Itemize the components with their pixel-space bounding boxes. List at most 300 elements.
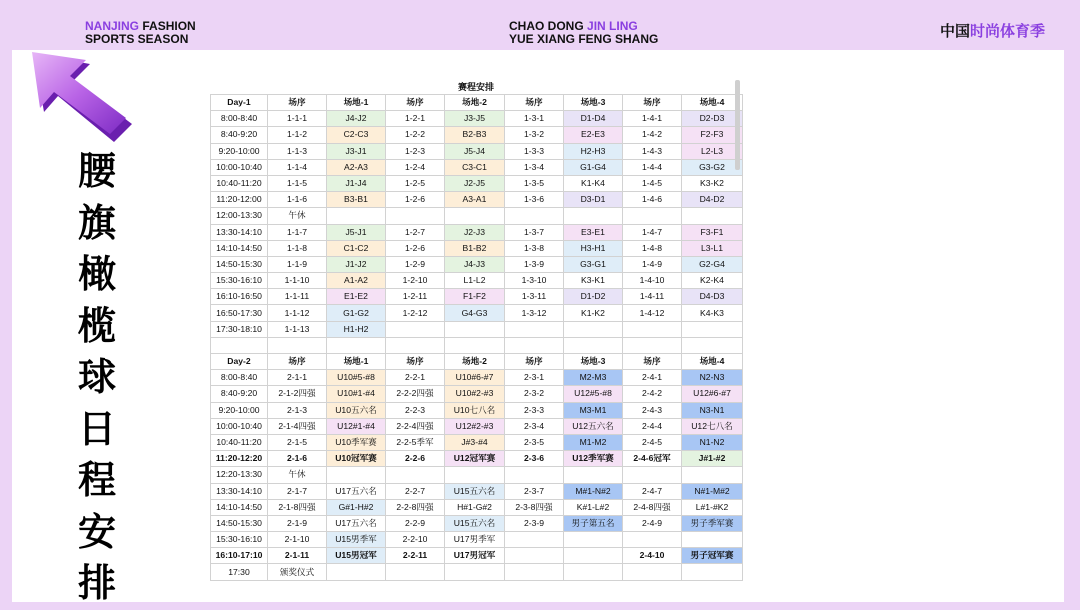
brand-center-word: CHAO DONG bbox=[509, 19, 584, 33]
table-cell: U17男季军 bbox=[445, 532, 505, 548]
table-cell bbox=[505, 337, 564, 353]
table-cell: 2-4-3 bbox=[623, 402, 682, 418]
table-row bbox=[211, 451, 743, 467]
table-cell: K1-K2 bbox=[564, 305, 623, 321]
table-cell: J1-J2 bbox=[327, 256, 386, 272]
table-cell: 2-1-6 bbox=[268, 451, 327, 467]
day2-header-row bbox=[211, 354, 743, 370]
table-cell bbox=[505, 467, 564, 483]
table-row bbox=[211, 208, 743, 224]
table-cell bbox=[505, 532, 564, 548]
table-cell: 1-4-11 bbox=[623, 289, 682, 305]
table-cell: U17五六名 bbox=[327, 515, 386, 531]
table-cell bbox=[327, 564, 386, 580]
table-cell: 2-2-4四强 bbox=[386, 418, 445, 434]
table-cell: E2-E3 bbox=[564, 127, 623, 143]
table-cell: 2-3-6 bbox=[505, 451, 564, 467]
table-cell: K3-K1 bbox=[564, 273, 623, 289]
vertical-title-char: 腰 bbox=[77, 149, 116, 193]
table-cell: 8:40-9:20 bbox=[211, 386, 268, 402]
table-cell: 2-2-5季军 bbox=[386, 434, 445, 450]
table-cell bbox=[682, 321, 743, 337]
table-cell bbox=[564, 467, 623, 483]
schedule-table bbox=[210, 94, 743, 581]
table-cell: 1-2-7 bbox=[386, 224, 445, 240]
table-cell: 2-4-2 bbox=[623, 386, 682, 402]
table-cell bbox=[505, 564, 564, 580]
table-cell: 8:00-8:40 bbox=[211, 370, 268, 386]
table-cell: 2-1-3 bbox=[268, 402, 327, 418]
table-cell: 17:30 bbox=[211, 564, 268, 580]
table-cell: 1-1-2 bbox=[268, 127, 327, 143]
brand-right-highlight: 时尚体育季 bbox=[970, 23, 1046, 40]
table-cell: 2-4-9 bbox=[623, 515, 682, 531]
table-cell: 11:20-12:20 bbox=[211, 451, 268, 467]
table-cell: C3-C1 bbox=[445, 159, 505, 175]
table-cell: U10#6-#7 bbox=[445, 370, 505, 386]
table-cell: G1-G2 bbox=[327, 305, 386, 321]
header-cell: 场地-1 bbox=[327, 95, 386, 111]
table-cell: U10季军赛 bbox=[327, 434, 386, 450]
table-cell: 14:10-14:50 bbox=[211, 499, 268, 515]
table-cell: 16:50-17:30 bbox=[211, 305, 268, 321]
table-cell: 1-2-3 bbox=[386, 143, 445, 159]
table-cell: 2-4-8四强 bbox=[623, 499, 682, 515]
table-row bbox=[211, 564, 743, 580]
table-cell: U17男冠军 bbox=[445, 548, 505, 564]
table-cell bbox=[505, 321, 564, 337]
table-row bbox=[211, 289, 743, 305]
table-cell bbox=[564, 321, 623, 337]
table-cell: M3-M1 bbox=[564, 402, 623, 418]
vertical-title-char: 日 bbox=[77, 406, 116, 451]
table-cell: 1-2-9 bbox=[386, 256, 445, 272]
table-cell: U12冠军赛 bbox=[445, 451, 505, 467]
table-cell: 1-4-12 bbox=[623, 305, 682, 321]
table-cell: U12#2-#3 bbox=[445, 418, 505, 434]
table-cell bbox=[327, 467, 386, 483]
table-cell: 2-3-3 bbox=[505, 402, 564, 418]
table-cell: 2-1-2四强 bbox=[268, 386, 327, 402]
table-row bbox=[211, 483, 743, 499]
table-cell: E3-E1 bbox=[564, 224, 623, 240]
table-row bbox=[211, 499, 743, 515]
table-cell: K4-K3 bbox=[682, 305, 743, 321]
table-cell: 午休 bbox=[268, 467, 327, 483]
header-cell: 场序 bbox=[505, 354, 564, 370]
table-cell: 2-2-2四强 bbox=[386, 386, 445, 402]
table-cell: G4-G3 bbox=[445, 305, 505, 321]
table-cell bbox=[211, 337, 268, 353]
table-cell: 1-1-8 bbox=[268, 240, 327, 256]
table-cell: 2-1-11 bbox=[268, 548, 327, 564]
table-cell: 2-4-5 bbox=[623, 434, 682, 450]
table-cell: 16:10-16:50 bbox=[211, 289, 268, 305]
table-cell: 2-2-6 bbox=[386, 451, 445, 467]
table-cell: H#1-G#2 bbox=[445, 499, 505, 515]
table-cell: 2-4-6冠军 bbox=[623, 451, 682, 467]
table-row bbox=[211, 111, 743, 127]
table-row bbox=[211, 127, 743, 143]
table-cell: 1-1-5 bbox=[268, 175, 327, 191]
table-cell: U12#1-#4 bbox=[327, 418, 386, 434]
header-cell: 场地-4 bbox=[682, 95, 743, 111]
table-cell bbox=[268, 337, 327, 353]
brand-center bbox=[509, 20, 658, 46]
table-cell: G2-G4 bbox=[682, 256, 743, 272]
table-cell bbox=[564, 548, 623, 564]
brand-left-word: FASHION bbox=[142, 19, 196, 33]
brand-center-line2: YUE XIANG FENG SHANG bbox=[509, 32, 659, 46]
table-cell: 8:00-8:40 bbox=[211, 111, 268, 127]
table-cell: D4-D3 bbox=[682, 289, 743, 305]
header-cell: 场序 bbox=[505, 95, 564, 111]
table-cell: 2-4-4 bbox=[623, 418, 682, 434]
table-cell bbox=[386, 564, 445, 580]
table-row bbox=[211, 273, 743, 289]
table-cell bbox=[505, 208, 564, 224]
table-cell: 男子季军赛 bbox=[682, 515, 743, 531]
spacer-row bbox=[211, 337, 743, 353]
table-cell: H2-H3 bbox=[564, 143, 623, 159]
table-cell bbox=[682, 208, 743, 224]
table-cell bbox=[386, 208, 445, 224]
table-cell: 1-1-6 bbox=[268, 192, 327, 208]
table-cell: 10:40-11:20 bbox=[211, 434, 268, 450]
header-cell: 场序 bbox=[623, 95, 682, 111]
table-cell: 1-2-11 bbox=[386, 289, 445, 305]
table-cell: 10:40-11:20 bbox=[211, 175, 268, 191]
table-cell: 1-2-10 bbox=[386, 273, 445, 289]
table-cell: 1-1-11 bbox=[268, 289, 327, 305]
table-cell: J4-J2 bbox=[327, 111, 386, 127]
header-cell: 场序 bbox=[386, 354, 445, 370]
table-cell: U12七八名 bbox=[682, 418, 743, 434]
table-cell: 1-4-8 bbox=[623, 240, 682, 256]
table-cell: B1-B2 bbox=[445, 240, 505, 256]
table-cell: G1-G4 bbox=[564, 159, 623, 175]
table-cell: E1-E2 bbox=[327, 289, 386, 305]
table-cell: J#1-#2 bbox=[682, 451, 743, 467]
brand-center-highlight: JIN LING bbox=[587, 19, 638, 33]
table-cell: 9:20-10:00 bbox=[211, 143, 268, 159]
header-cell: Day-2 bbox=[211, 354, 268, 370]
table-cell bbox=[623, 532, 682, 548]
table-cell bbox=[505, 548, 564, 564]
table-cell: G#1-H#2 bbox=[327, 499, 386, 515]
table-cell: B3-B1 bbox=[327, 192, 386, 208]
table-row bbox=[211, 402, 743, 418]
table-cell: 2-3-4 bbox=[505, 418, 564, 434]
table-cell: 1-1-1 bbox=[268, 111, 327, 127]
table-cell: 2-3-9 bbox=[505, 515, 564, 531]
table-cell: D4-D2 bbox=[682, 192, 743, 208]
header-cell: 场地-1 bbox=[327, 354, 386, 370]
table-cell: F2-F3 bbox=[682, 127, 743, 143]
table-cell: 2-4-7 bbox=[623, 483, 682, 499]
table-cell: U10#5-#8 bbox=[327, 370, 386, 386]
table-row bbox=[211, 386, 743, 402]
table-cell: 男子第五名 bbox=[564, 515, 623, 531]
table-cell bbox=[682, 467, 743, 483]
brand-left-highlight: NANJING bbox=[85, 19, 140, 33]
table-cell: 13:30-14:10 bbox=[211, 483, 268, 499]
table-cell bbox=[564, 208, 623, 224]
vertical-title-char: 程 bbox=[77, 458, 116, 502]
table-cell: U12#6-#7 bbox=[682, 386, 743, 402]
table-cell bbox=[623, 564, 682, 580]
table-cell: B2-B3 bbox=[445, 127, 505, 143]
table-cell: 8:40-9:20 bbox=[211, 127, 268, 143]
table-cell: 1-2-1 bbox=[386, 111, 445, 127]
table-cell: 1-1-9 bbox=[268, 256, 327, 272]
table-cell: H3-H1 bbox=[564, 240, 623, 256]
brand-left bbox=[85, 20, 196, 46]
table-cell: 2-2-3 bbox=[386, 402, 445, 418]
table-cell: 10:00-10:40 bbox=[211, 418, 268, 434]
table-cell: K1-K4 bbox=[564, 175, 623, 191]
table-cell: 1-1-12 bbox=[268, 305, 327, 321]
table-cell: U15男冠军 bbox=[327, 548, 386, 564]
table-cell: 1-1-13 bbox=[268, 321, 327, 337]
header-cell: 场地-2 bbox=[445, 354, 505, 370]
table-cell: 1-4-4 bbox=[623, 159, 682, 175]
header-cell: 场地-2 bbox=[445, 95, 505, 111]
table-cell: A1-A2 bbox=[327, 273, 386, 289]
table-cell: K2-K4 bbox=[682, 273, 743, 289]
table-cell: J#3-#4 bbox=[445, 434, 505, 450]
header-cell: 场地-4 bbox=[682, 354, 743, 370]
vertical-title-char: 排 bbox=[77, 561, 116, 605]
table-cell: 1-3-7 bbox=[505, 224, 564, 240]
sheet-scrollbar[interactable] bbox=[735, 80, 740, 170]
table-cell: U15五六名 bbox=[445, 483, 505, 499]
table-cell: U15五六名 bbox=[445, 515, 505, 531]
table-cell bbox=[564, 532, 623, 548]
table-row bbox=[211, 240, 743, 256]
table-cell: 2-3-1 bbox=[505, 370, 564, 386]
table-cell: 1-2-6 bbox=[386, 240, 445, 256]
table-cell: 2-2-11 bbox=[386, 548, 445, 564]
header-cell: 场序 bbox=[623, 354, 682, 370]
table-cell: J3-J1 bbox=[327, 143, 386, 159]
table-cell: 1-4-9 bbox=[623, 256, 682, 272]
header-cell: 场地-3 bbox=[564, 95, 623, 111]
table-cell: 1-4-1 bbox=[623, 111, 682, 127]
table-cell: D1-D4 bbox=[564, 111, 623, 127]
table-cell: 1-4-3 bbox=[623, 143, 682, 159]
table-row bbox=[211, 224, 743, 240]
table-cell: 1-4-5 bbox=[623, 175, 682, 191]
table-cell: L2-L3 bbox=[682, 143, 743, 159]
table-cell: 2-1-5 bbox=[268, 434, 327, 450]
table-cell: G3-G1 bbox=[564, 256, 623, 272]
table-cell bbox=[445, 467, 505, 483]
table-cell: 14:10-14:50 bbox=[211, 240, 268, 256]
table-row bbox=[211, 515, 743, 531]
table-cell: N#1-M#2 bbox=[682, 483, 743, 499]
table-cell: 1-3-6 bbox=[505, 192, 564, 208]
table-row bbox=[211, 370, 743, 386]
table-cell: L#1-#K2 bbox=[682, 499, 743, 515]
table-cell: 2-1-4四强 bbox=[268, 418, 327, 434]
table-cell: 2-1-10 bbox=[268, 532, 327, 548]
table-cell: 1-3-10 bbox=[505, 273, 564, 289]
table-cell: U12季军赛 bbox=[564, 451, 623, 467]
table-cell: K#1-L#2 bbox=[564, 499, 623, 515]
table-row bbox=[211, 418, 743, 434]
table-cell: J3-J5 bbox=[445, 111, 505, 127]
brand-right-cn: 中国 bbox=[940, 23, 971, 40]
table-cell: M1-M2 bbox=[564, 434, 623, 450]
table-cell: 1-3-12 bbox=[505, 305, 564, 321]
table-cell: K3-K2 bbox=[682, 175, 743, 191]
table-cell: 2-3-7 bbox=[505, 483, 564, 499]
header-cell: 场地-3 bbox=[564, 354, 623, 370]
table-cell: J2-J5 bbox=[445, 175, 505, 191]
table-cell: G3-G2 bbox=[682, 159, 743, 175]
table-row bbox=[211, 175, 743, 191]
table-cell: 2-1-1 bbox=[268, 370, 327, 386]
table-cell bbox=[623, 208, 682, 224]
table-row bbox=[211, 434, 743, 450]
table-cell: 1-4-6 bbox=[623, 192, 682, 208]
table-cell: N2-N3 bbox=[682, 370, 743, 386]
table-cell: 颁奖仪式 bbox=[268, 564, 327, 580]
table-cell bbox=[327, 208, 386, 224]
table-cell: 2-1-7 bbox=[268, 483, 327, 499]
table-cell: L1-L2 bbox=[445, 273, 505, 289]
table-cell: C2-C3 bbox=[327, 127, 386, 143]
table-cell bbox=[564, 564, 623, 580]
vertical-title-char: 旗 bbox=[77, 200, 116, 245]
table-cell bbox=[327, 337, 386, 353]
table-cell: 1-3-2 bbox=[505, 127, 564, 143]
table-cell: U10冠军赛 bbox=[327, 451, 386, 467]
table-cell: N3-N1 bbox=[682, 402, 743, 418]
table-cell: 12:00-13:30 bbox=[211, 208, 268, 224]
table-cell: U10五六名 bbox=[327, 402, 386, 418]
table-cell: 2-1-8四强 bbox=[268, 499, 327, 515]
table-cell: A3-A1 bbox=[445, 192, 505, 208]
table-cell: U12#5-#8 bbox=[564, 386, 623, 402]
table-row bbox=[211, 321, 743, 337]
table-row bbox=[211, 143, 743, 159]
table-cell: 午休 bbox=[268, 208, 327, 224]
table-cell: 1-2-4 bbox=[386, 159, 445, 175]
table-cell: 2-4-10 bbox=[623, 548, 682, 564]
table-cell: 1-1-10 bbox=[268, 273, 327, 289]
table-cell: 14:50-15:30 bbox=[211, 256, 268, 272]
schedule-sheet bbox=[210, 80, 742, 581]
table-cell: 2-1-9 bbox=[268, 515, 327, 531]
table-cell: 1-3-9 bbox=[505, 256, 564, 272]
table-cell: 10:00-10:40 bbox=[211, 159, 268, 175]
table-row bbox=[211, 532, 743, 548]
brand-right bbox=[940, 25, 1045, 38]
table-cell: 2-2-10 bbox=[386, 532, 445, 548]
table-cell: H1-H2 bbox=[327, 321, 386, 337]
table-cell: 2-2-1 bbox=[386, 370, 445, 386]
table-cell: U10#2-#3 bbox=[445, 386, 505, 402]
table-cell bbox=[445, 208, 505, 224]
day1-header-row bbox=[211, 95, 743, 111]
table-cell: M#1-N#2 bbox=[564, 483, 623, 499]
cursor-arrow-icon bbox=[28, 50, 140, 150]
table-cell: 16:10-17:10 bbox=[211, 548, 268, 564]
brand-left-line2: SPORTS SEASON bbox=[85, 32, 189, 46]
table-cell: 2-4-1 bbox=[623, 370, 682, 386]
table-cell bbox=[623, 467, 682, 483]
table-cell bbox=[386, 321, 445, 337]
table-cell: U17五六名 bbox=[327, 483, 386, 499]
table-row bbox=[211, 159, 743, 175]
table-cell bbox=[682, 532, 743, 548]
table-cell: D1-D2 bbox=[564, 289, 623, 305]
vertical-title-char: 榄 bbox=[77, 303, 116, 348]
table-cell: 1-3-4 bbox=[505, 159, 564, 175]
table-cell: 1-1-4 bbox=[268, 159, 327, 175]
table-cell bbox=[445, 564, 505, 580]
table-cell: F3-F1 bbox=[682, 224, 743, 240]
table-cell: U12五六名 bbox=[564, 418, 623, 434]
vertical-title-char: 安 bbox=[77, 509, 116, 554]
table-cell bbox=[386, 467, 445, 483]
table-cell: 男子冠军赛 bbox=[682, 548, 743, 564]
vertical-title bbox=[62, 146, 132, 610]
table-cell: J5-J1 bbox=[327, 224, 386, 240]
table-row bbox=[211, 548, 743, 564]
table-cell: A2-A3 bbox=[327, 159, 386, 175]
table-cell: 15:30-16:10 bbox=[211, 532, 268, 548]
table-cell bbox=[445, 321, 505, 337]
table-cell: 2-3-8四强 bbox=[505, 499, 564, 515]
table-cell: 1-3-11 bbox=[505, 289, 564, 305]
table-cell: 1-1-3 bbox=[268, 143, 327, 159]
vertical-title-char: 球 bbox=[77, 355, 116, 399]
table-cell: F1-F2 bbox=[445, 289, 505, 305]
table-cell bbox=[623, 321, 682, 337]
table-cell: C1-C2 bbox=[327, 240, 386, 256]
table-cell: 1-3-1 bbox=[505, 111, 564, 127]
table-cell: 15:30-16:10 bbox=[211, 273, 268, 289]
table-cell: 1-2-12 bbox=[386, 305, 445, 321]
table-cell: 11:20-12:00 bbox=[211, 192, 268, 208]
table-cell bbox=[623, 337, 682, 353]
table-cell: J2-J3 bbox=[445, 224, 505, 240]
table-cell bbox=[445, 337, 505, 353]
table-cell: 2-3-5 bbox=[505, 434, 564, 450]
table-cell: 12:20-13:30 bbox=[211, 467, 268, 483]
table-cell: 9:20-10:00 bbox=[211, 402, 268, 418]
table-cell: J5-J4 bbox=[445, 143, 505, 159]
table-cell: 1-1-7 bbox=[268, 224, 327, 240]
table-row bbox=[211, 192, 743, 208]
table-cell: 2-3-2 bbox=[505, 386, 564, 402]
table-row bbox=[211, 467, 743, 483]
table-cell: D2-D3 bbox=[682, 111, 743, 127]
schedule-title: 赛程安排 bbox=[457, 82, 494, 92]
table-cell: 2-2-7 bbox=[386, 483, 445, 499]
table-cell: 1-2-6 bbox=[386, 192, 445, 208]
table-cell: 1-3-8 bbox=[505, 240, 564, 256]
table-cell: 1-3-3 bbox=[505, 143, 564, 159]
header-cell: 场序 bbox=[268, 354, 327, 370]
table-cell: J4-J3 bbox=[445, 256, 505, 272]
table-cell: 13:30-14:10 bbox=[211, 224, 268, 240]
table-cell: U15男季军 bbox=[327, 532, 386, 548]
table-cell bbox=[386, 337, 445, 353]
